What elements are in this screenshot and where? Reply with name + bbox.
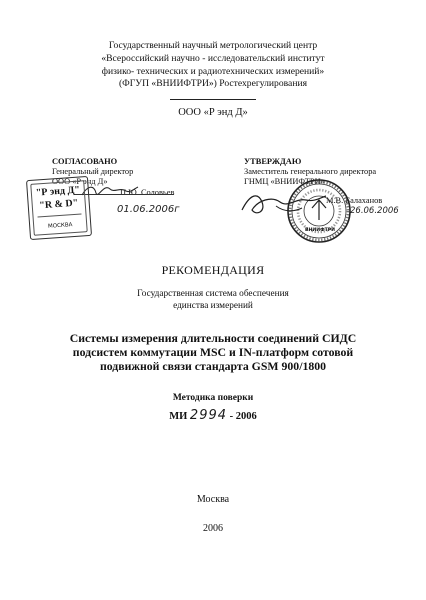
subtitle-line: единства измерений bbox=[173, 300, 253, 311]
stamp-left bbox=[26, 176, 92, 240]
approval-right-signatory: М.В. Балаханов bbox=[326, 196, 383, 205]
stamp-right-center: ВНИИФТРИ bbox=[305, 228, 335, 233]
approval-left-date: 01.06.2006г bbox=[117, 204, 180, 215]
approval-right-position: Заместитель генерального директора bbox=[244, 167, 377, 177]
approval-right-date: 26.06.2006 bbox=[350, 206, 399, 216]
stamp-left-line2: "R & D" bbox=[38, 197, 79, 212]
header-line: «Всероссийский научно - исследовательский институт bbox=[101, 52, 325, 64]
header-line: (ФГУП «ВНИИФТРИ») Ростехрегулирования bbox=[118, 78, 307, 90]
title-line: подсистем коммутации MSC и IN-платформ сотовой bbox=[72, 345, 354, 360]
organization-header bbox=[0, 40, 426, 91]
subtitle-line: Государственная система обеспечения bbox=[137, 289, 289, 299]
company-name: ООО «Р энд Д» bbox=[178, 107, 248, 118]
signature-right-icon bbox=[236, 188, 328, 218]
document-number-handwritten: 2994 bbox=[189, 408, 228, 423]
document-method: Методика поверки bbox=[172, 393, 254, 403]
title-line: подвижной связи стандарта GSM 900/1800 bbox=[99, 359, 327, 374]
approval-right-org: ГНМЦ «ВНИИФТРИ» bbox=[244, 177, 325, 187]
approval-left-signatory: П.Ю. Соловьев bbox=[120, 188, 175, 197]
approval-left-heading: СОГЛАСОВАНО bbox=[52, 157, 118, 166]
header-divider bbox=[170, 99, 256, 100]
approval-right-heading: УТВЕРЖДАЮ bbox=[244, 157, 302, 166]
stamp-left-city: МОСКВА bbox=[47, 222, 73, 230]
stamp-left-line1: "Р энд Д" bbox=[35, 184, 81, 199]
document-subtitle bbox=[0, 289, 426, 312]
title-line: Системы измерения длительности соединений СИДС bbox=[69, 331, 357, 345]
header-line: Государственный научный метрологический центр bbox=[108, 40, 318, 51]
document-number-suffix: - 2006 bbox=[229, 411, 257, 422]
document-type: РЕКОМЕНДАЦИЯ bbox=[161, 263, 265, 277]
publication-city: Москва bbox=[196, 494, 230, 505]
document-title bbox=[0, 331, 426, 374]
approval-left-position: Генеральный директор bbox=[52, 167, 134, 177]
publication-year: 2006 bbox=[203, 523, 223, 534]
document-number-prefix: МИ bbox=[169, 411, 188, 422]
approval-left-org: ООО «Р энд Д» bbox=[52, 177, 108, 187]
document-number bbox=[0, 408, 426, 423]
header-line: физико- технических и радиотехнических измерений» bbox=[101, 65, 325, 77]
